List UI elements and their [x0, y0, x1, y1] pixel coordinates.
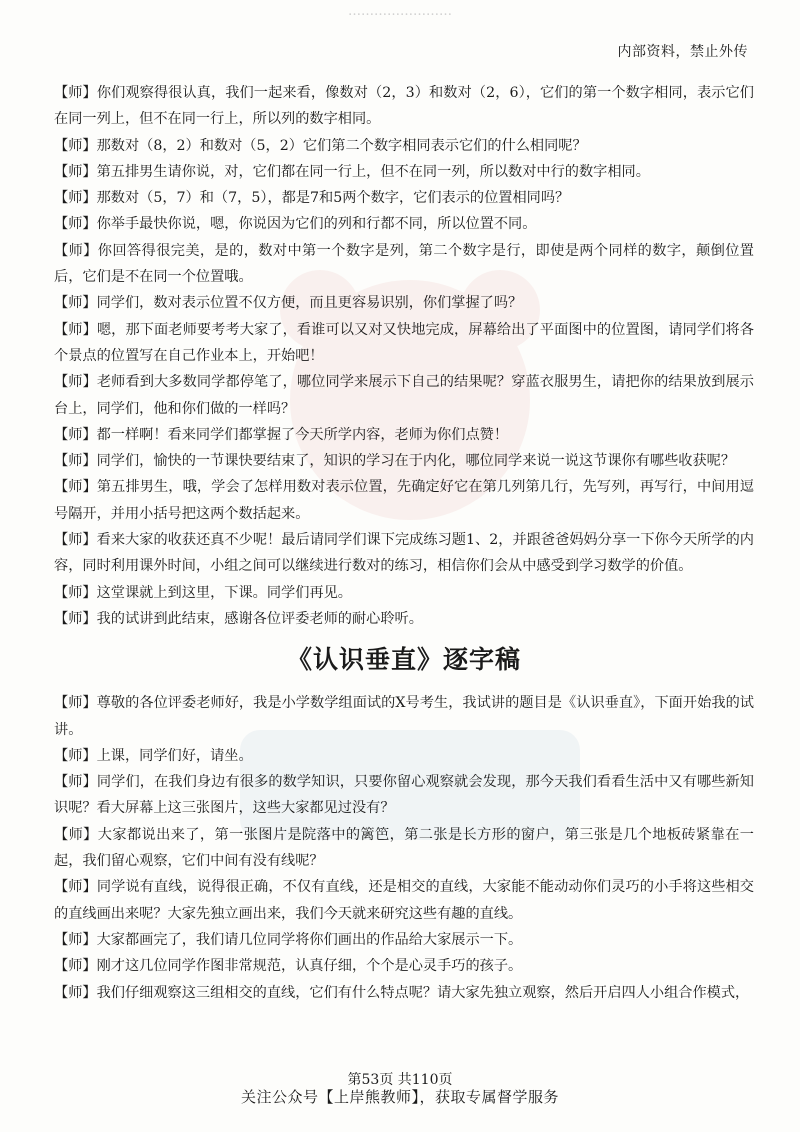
faded-header-text: ……………………	[348, 4, 452, 19]
dialogue-paragraph: 【师】同学说有直线，说得很正确，不仅有直线，还是相交的直线，大家能不能动动你们灵巧的小手将这些相交的直线画出来呢？大家先独立画出来，我们今天就来研究这些有趣的直线。	[54, 879, 754, 922]
dialogue-paragraph: 【师】尊敬的各位评委老师好，我是小学数学组面试的X号考生，我试讲的题目是《认识垂直》，下面开始我的试讲。	[54, 695, 754, 738]
dialogue-paragraph: 【师】大家都画完了，我们请几位同学将你们画出的作品给大家展示一下。	[54, 931, 523, 948]
dialogue-paragraph: 【师】第五排男生请你说，对，它们都在同一行上，但不在同一列，所以数对中行的数字相同。	[54, 163, 650, 180]
dialogue-paragraph: 【师】上课，同学们好，请坐。	[54, 747, 253, 764]
confidential-note: 内部资料，禁止外传	[617, 44, 748, 60]
document-body	[54, 80, 754, 1006]
dialogue-paragraph: 【师】大家都说出来了，第一张图片是院落中的篱笆，第二张是长方形的窗户，第三张是几个地板砖紧靠在一起，我们留心观察，它们中间有没有线呢？	[54, 826, 754, 870]
dialogue-paragraph: 【师】看来大家的收获还真不少呢！最后请同学们课下完成练习题1、2，并跟爸爸妈妈分享一下你今天所学的内容，同时利用课外时间，小组之间可以继续进行数对的练习，相信你们会从中感受到学习数学的价值。	[54, 532, 754, 575]
dialogue-paragraph: 【师】刚才这几位同学作图非常规范，认真仔细，个个是心灵手巧的孩子。	[54, 958, 523, 975]
dialogue-paragraph: 【师】你们观察得很认真，我们一起来看，像数对（2，3）和数对（2，6），它们的第一个数字相同，表示它们在同一列上，但不在同一行上，所以列的数字相同。	[54, 85, 754, 128]
dialogue-paragraph: 【师】第五排男生，哦，学会了怎样用数对表示位置，先确定好它在第几列第几行，先写列，再写行，中间用逗号隔开，并用小括号把这两个数括起来。	[54, 479, 754, 522]
dialogue-paragraph: 【师】我的试讲到此结束，感谢各位评委老师的耐心聆听。	[54, 610, 423, 627]
dialogue-paragraph: 【师】你回答得很完美，是的，数对中第一个数字是列，第二个数字是行，即使是两个同样的数字，颠倒位置后，它们是不在同一个位置哦。	[54, 242, 754, 286]
footer-promo-note: 关注公众号【上岸熊教师】，获取专属督学服务	[240, 1088, 559, 1106]
dialogue-paragraph: 【师】嗯，那下面老师要考考大家了，看谁可以又对又快地完成，屏幕给出了平面图中的位置图，请同学们将各个景点的位置写在自己作业本上，开始吧！	[54, 321, 754, 364]
page-number: 第53页 共110页	[347, 1072, 453, 1088]
dialogue-paragraph: 【师】老师看到大多数同学都停笔了，哪位同学来展示下自己的结果呢？穿蓝衣服男生，请把你的结果放到展示台上，同学们，他和你们做的一样吗？	[54, 374, 754, 417]
dialogue-paragraph: 【师】同学们，数对表示位置不仅方便，而且更容易识别，你们掌握了吗？	[54, 295, 523, 312]
section-two	[54, 690, 754, 1006]
dialogue-paragraph: 【师】同学们，愉快的一节课快要结束了，知识的学习在于内化，哪位同学来说一说这节课你有哪些收获呢？	[54, 453, 736, 470]
section-title: 《认识垂直》逐字稿	[286, 645, 521, 675]
dialogue-paragraph: 【师】那数对（5，7）和（7，5），都是7和5两个数字，它们表示的位置相同吗？	[54, 190, 570, 207]
dialogue-paragraph: 【师】那数对（8，2）和数对（5，2）它们第二个数字相同表示它们的什么相同呢？	[54, 137, 587, 154]
dialogue-paragraph: 【师】同学们，在我们身边有很多的数学知识，只要你留心观察就会发现，那今天我们看看生活中又有哪些新知识呢？看大屏幕上这三张图片，这些大家都见过没有？	[54, 774, 754, 817]
dialogue-paragraph: 【师】你举手最快你说，嗯，你说因为它们的列和行都不同，所以位置不同。	[54, 216, 537, 233]
dialogue-paragraph: 【师】这堂课就上到这里，下课。同学们再见。	[54, 584, 352, 601]
dialogue-paragraph: 【师】都一样啊！看来同学们都掌握了今天所学内容，老师为你们点赞！	[54, 426, 509, 443]
dialogue-paragraph: 【师】我们仔细观察这三组相交的直线，它们有什么特点呢？请大家先独立观察，然后开启四人小组合作模式，	[54, 984, 750, 1001]
section-one	[54, 80, 754, 632]
